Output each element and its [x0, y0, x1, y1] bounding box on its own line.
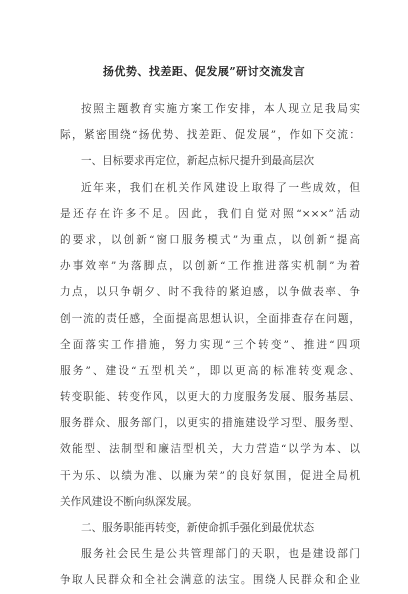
paragraph-line: 关作风建设不断向纵深发展。 [60, 495, 198, 508]
document-body [60, 96, 360, 594]
paragraph-line: 服务群众、服务部门，以更实的措施建设学习型、服务型、 [60, 417, 360, 430]
paragraph-line: 创一流的责任感，全面提高思想认识，全面排查存在问题， [60, 312, 360, 325]
paragraph-line: 争取人民群众和全社会满意的法宝。围绕人民群众和企业 [60, 574, 360, 587]
paragraph-line: 服务”、建设“五型机关”，即以更高的标准转变观念、 [60, 364, 360, 377]
paragraph-line: 际，紧密围绕“扬优势、找差距、促发展”，作如下交流： [60, 129, 360, 142]
paragraph-line: 干为乐、以绩为准、以廉为荣”的良好氛围，促进全局机 [60, 469, 360, 482]
document-title: 扬优势、找差距、促发展”研讨交流发言 [102, 65, 306, 78]
section-heading: 一、目标要求再定位，新起点标尺提升到最高层次 [81, 155, 315, 168]
paragraph-line: 办事效率”为落脚点，以创新“工作推进落实机制”为着 [60, 260, 360, 273]
paragraph-line: 效能型、法制型和廉洁型机关，大力营造“以学为本、以 [60, 443, 360, 456]
paragraph-line: 全面落实工作措施，努力实现“三个转变”、推进“四项 [60, 338, 360, 351]
section-heading: 二、服务职能再转变，新使命抓手强化到最优状态 [81, 522, 315, 534]
paragraph-line: 力点，以只争朝夕、时不我待的紧迫感，以争做表率、争 [60, 286, 360, 299]
paragraph-line: 近年来，我们在机关作风建设上取得了一些成效，但 [81, 181, 360, 194]
paragraph-line: 是还存在许多不足。因此，我们自觉对照“×××”活动 [60, 207, 360, 220]
paragraph-line: 转变职能、转变作风，以更大的力度服务发展、服务基层、 [60, 391, 360, 404]
paragraph-line: 的要求，以创新“窗口服务模式”为重点，以创新“提高 [60, 233, 360, 246]
paragraph-line: 服务社会民生是公共管理部门的天职，也是建设部门 [81, 548, 360, 561]
paragraph-line: 按照主题教育实施方案工作安排，本人现立足我局实 [81, 103, 360, 115]
